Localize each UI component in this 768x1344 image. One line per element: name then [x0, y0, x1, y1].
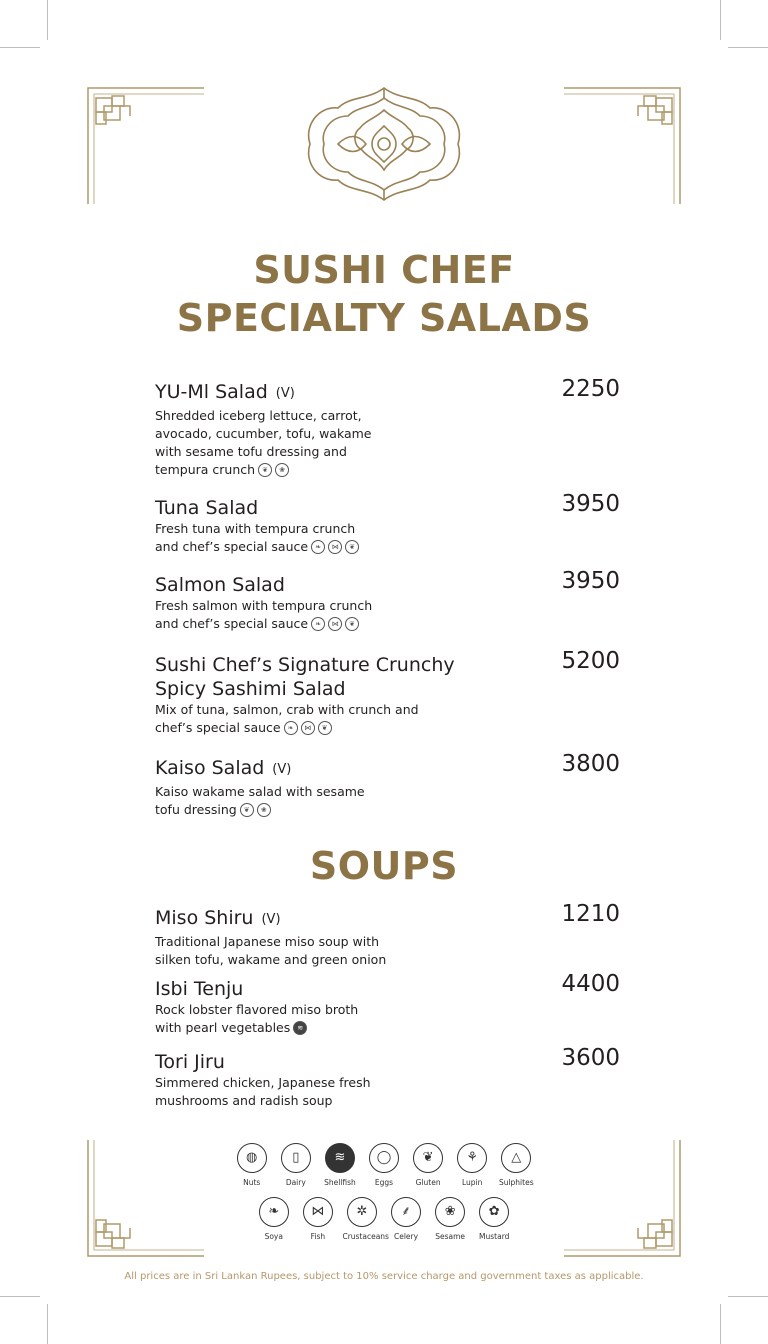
- legend-item: ❀ Sesame: [431, 1197, 470, 1241]
- gluten-icon: ❦: [345, 540, 359, 554]
- soya-icon: ❧: [311, 617, 325, 631]
- shellfish-icon: ≋: [293, 1021, 307, 1035]
- section-title-soups: SOUPS: [309, 844, 459, 888]
- legend-item: ▯ Dairy: [276, 1143, 315, 1187]
- legend-item: ⋈ Fish: [298, 1197, 337, 1241]
- gluten-icon: ❦: [413, 1143, 443, 1173]
- crop-mark: [0, 47, 40, 48]
- item-price: 2250: [561, 376, 620, 402]
- vegetarian-tag: (V): [261, 912, 281, 927]
- shellfish-icon: ≋: [325, 1143, 355, 1173]
- sulphites-icon: △: [501, 1143, 531, 1173]
- page-title-line2: SPECIALTY SALADS: [176, 296, 592, 340]
- item-price: 1210: [561, 901, 620, 927]
- crop-mark: [47, 1304, 48, 1344]
- legend-item: ❧ Soya: [254, 1197, 293, 1241]
- gluten-icon: ❦: [318, 721, 332, 735]
- legend-item: ❦ Gluten: [409, 1143, 448, 1187]
- soya-icon: ❧: [259, 1197, 289, 1227]
- item-name: Sushi Chef’s Signature Crunchy Spicy Sashimi Salad: [155, 654, 455, 700]
- crop-mark: [728, 47, 768, 48]
- allergen-legend-row2: [0, 1197, 768, 1241]
- item-name: Miso Shiru: [155, 907, 254, 929]
- item-price: 3800: [561, 751, 620, 777]
- page-title-line1: SUSHI CHEF: [253, 248, 515, 292]
- fish-icon: ⋈: [328, 617, 342, 631]
- soya-icon: ❧: [284, 721, 298, 735]
- item-description: Simmered chicken, Japanese fresh mushrooms and radish soup: [155, 1075, 371, 1108]
- celery-icon: ⸙: [391, 1197, 421, 1227]
- crop-mark: [720, 1304, 721, 1344]
- item-description: Shredded iceberg lettuce, carrot, avocado, cucumber, tofu, wakame with sesame tofu dressing and tempura crunch ❦ ❀: [155, 408, 372, 477]
- legend-item: △ Sulphites: [497, 1143, 536, 1187]
- item-price: 3950: [561, 568, 620, 594]
- legend-item: ⚘ Lupin: [453, 1143, 492, 1187]
- item-name: Salmon Salad: [155, 574, 285, 596]
- crop-mark: [720, 0, 721, 40]
- legend-item: ≋ Shellfish: [320, 1143, 359, 1187]
- fish-icon: ⋈: [303, 1197, 333, 1227]
- crustaceans-icon: ✲: [347, 1197, 377, 1227]
- sesame-icon: ❀: [275, 463, 289, 477]
- gluten-icon: ❦: [240, 803, 254, 817]
- corner-ornament-top-left: [86, 86, 206, 206]
- legend-item: ⸙ Celery: [387, 1197, 426, 1241]
- fish-icon: ⋈: [301, 721, 315, 735]
- gluten-icon: ❦: [345, 617, 359, 631]
- item-price: 3600: [561, 1045, 620, 1071]
- gluten-icon: ❦: [258, 463, 272, 477]
- allergen-legend: [0, 1143, 768, 1187]
- item-description: Kaiso wakame salad with sesame tofu dressing ❦ ❀: [155, 784, 365, 817]
- legend-item: ✲ Crustaceans: [342, 1197, 381, 1241]
- ornamental-emblem: [298, 86, 470, 202]
- item-name: YU-Ml Salad: [155, 381, 268, 403]
- dairy-icon: ▯: [281, 1143, 311, 1173]
- legend-item: ◍ Nuts: [232, 1143, 271, 1187]
- page-title: [0, 246, 768, 342]
- item-name: Kaiso Salad: [155, 757, 265, 779]
- item-description: Mix of tuna, salmon, crab with crunch and chef’s special sauce ❧ ⋈ ❦: [155, 702, 419, 735]
- sesame-icon: ❀: [435, 1197, 465, 1227]
- item-price: 5200: [561, 648, 620, 674]
- vegetarian-tag: (V): [275, 386, 295, 401]
- soya-icon: ❧: [311, 540, 325, 554]
- item-description: Fresh salmon with tempura crunch and chef’s special sauce ❧ ⋈ ❦: [155, 598, 373, 631]
- item-name: Isbi Tenju: [155, 978, 244, 1000]
- lupin-icon: ⚘: [457, 1143, 487, 1173]
- corner-ornament-top-right: [562, 86, 682, 206]
- item-price: 4400: [561, 971, 620, 997]
- item-name: Tuna Salad: [155, 497, 259, 519]
- fish-icon: ⋈: [328, 540, 342, 554]
- crop-mark: [728, 1296, 768, 1297]
- crop-mark: [0, 1296, 40, 1297]
- item-description: Traditional Japanese miso soup with silken tofu, wakame and green onion: [155, 934, 387, 967]
- nuts-icon: ◍: [237, 1143, 267, 1173]
- sesame-icon: ❀: [257, 803, 271, 817]
- price-disclaimer: All prices are in Sri Lankan Rupees, subject to 10% service charge and government taxes as applicable.: [124, 1271, 644, 1282]
- item-description: Rock lobster flavored miso broth with pearl vegetables ≋: [155, 1002, 359, 1035]
- legend-item: ◯ Eggs: [365, 1143, 404, 1187]
- item-price: 3950: [561, 491, 620, 517]
- crop-mark: [47, 0, 48, 40]
- vegetarian-tag: (V): [272, 762, 292, 777]
- eggs-icon: ◯: [369, 1143, 399, 1173]
- item-description: Fresh tuna with tempura crunch and chef’s special sauce ❧ ⋈ ❦: [155, 520, 625, 556]
- item-name: Tori Jiru: [155, 1051, 225, 1073]
- mustard-icon: ✿: [479, 1197, 509, 1227]
- legend-item: ✿ Mustard: [475, 1197, 514, 1241]
